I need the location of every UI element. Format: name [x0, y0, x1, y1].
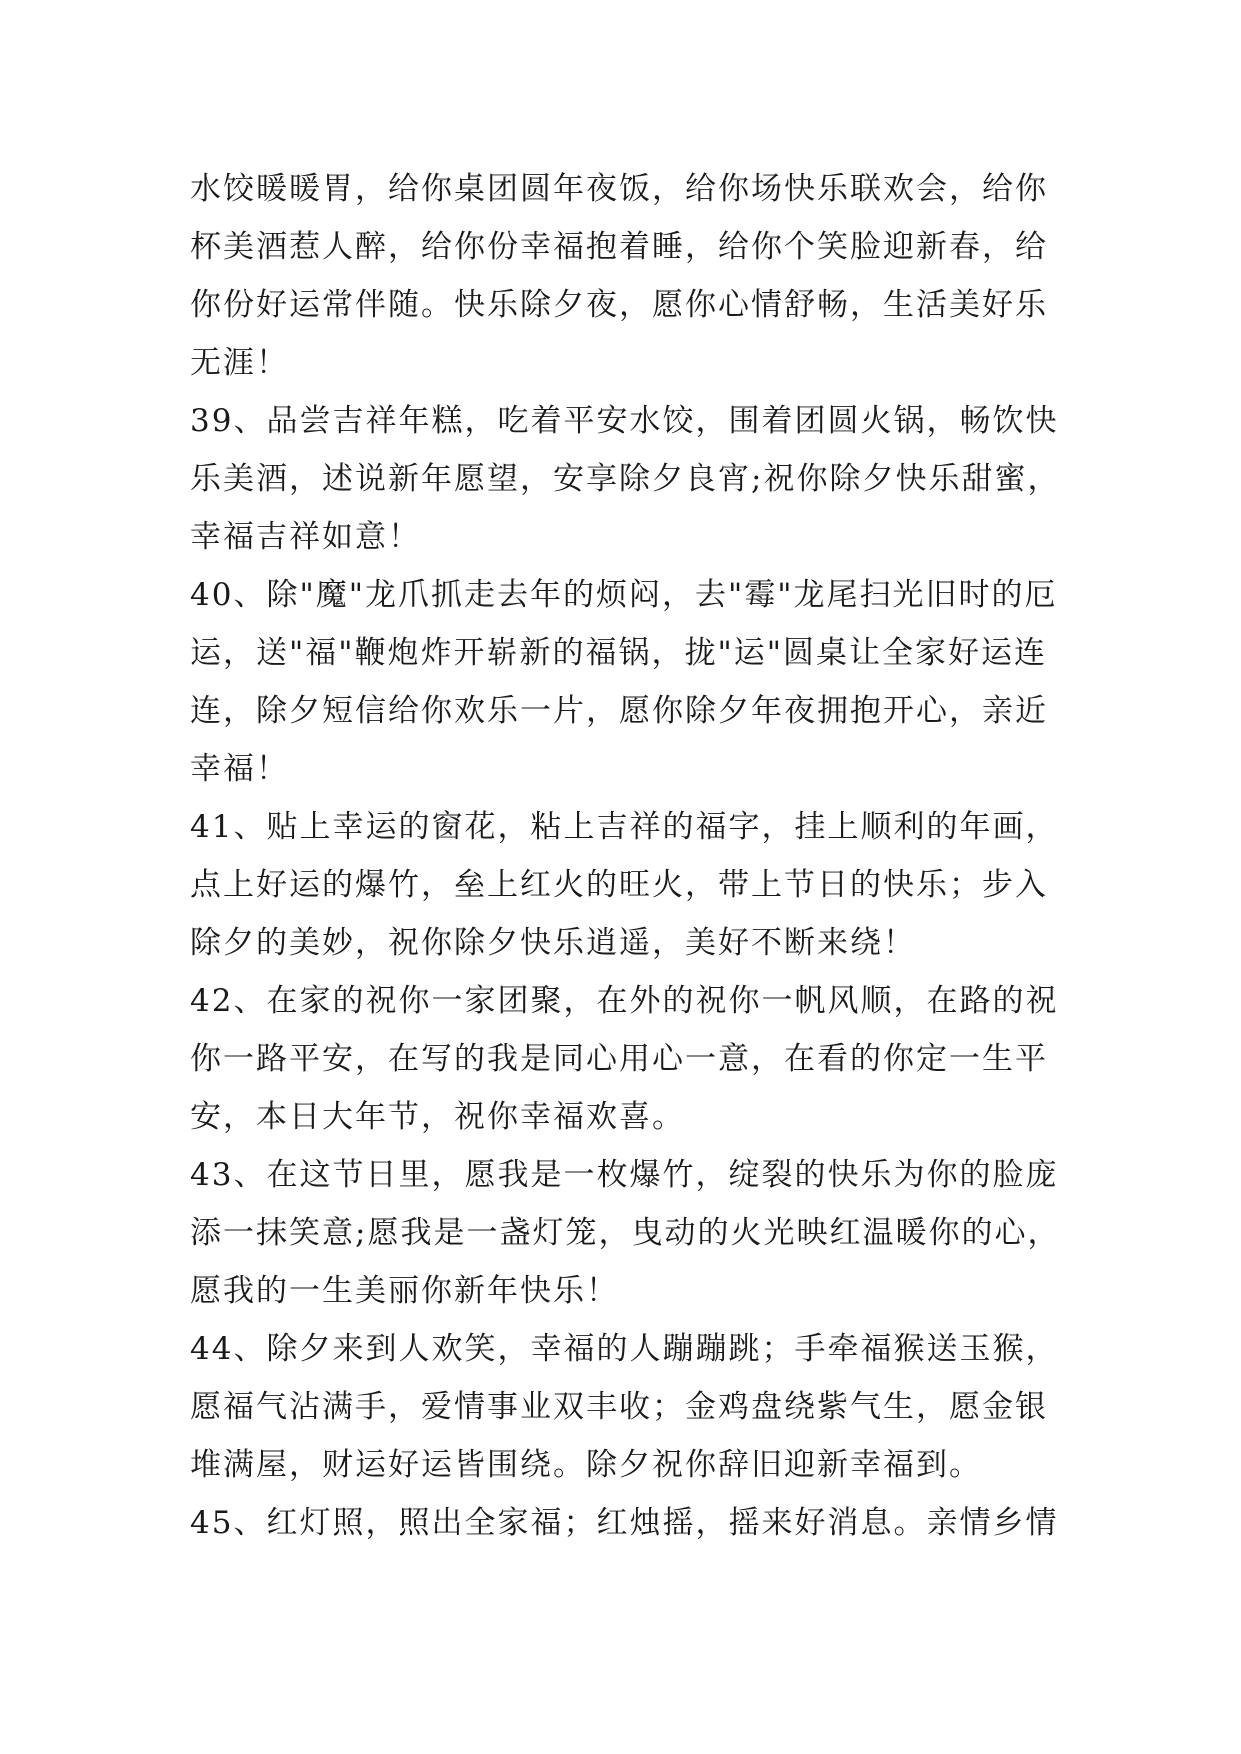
text-line: 你一路平安，在写的我是同心用心一意，在看的你定一生平	[190, 1041, 1048, 1077]
text-line: 幸福吉祥如意！	[190, 519, 421, 555]
text-line: 39、品尝吉祥年糕，吃着平安水饺，围着团圆火锅，畅饮快	[190, 403, 1059, 439]
text-line: 除夕的美妙，祝你除夕快乐逍遥，美好不断来绕！	[190, 925, 916, 961]
text-line: 43、在这节日里，愿我是一枚爆竹，绽裂的快乐为你的脸庞	[190, 1157, 1059, 1193]
text-line: 添一抹笑意;愿我是一盏灯笼，曳动的火光映红温暖你的心，	[190, 1215, 1061, 1251]
text-line: 愿福气沾满手，爱情事业双丰收；金鸡盘绕紫气生，愿金银	[190, 1389, 1048, 1425]
text-line: 水饺暖暖胃，给你桌团圆年夜饭，给你场快乐联欢会，给你	[190, 171, 1048, 207]
text-line: 愿我的一生美丽你新年快乐！	[190, 1273, 619, 1309]
text-line: 40、除"魔"龙爪抓走去年的烦闷，去"霉"龙尾扫光旧时的厄	[190, 577, 1058, 613]
text-line: 无涯！	[190, 345, 289, 381]
text-line: 杯美酒惹人醉，给你份幸福抱着睡，给你个笑脸迎新春，给	[190, 229, 1048, 265]
text-line: 41、贴上幸运的窗花，粘上吉祥的福字，挂上顺利的年画，	[190, 809, 1059, 845]
text-line: 运，送"福"鞭炮炸开崭新的福锅，拢"运"圆桌让全家好运连	[190, 635, 1048, 671]
text-line: 44、除夕来到人欢笑，幸福的人蹦蹦跳；手牵福猴送玉猴，	[190, 1331, 1059, 1367]
text-line: 45、红灯照，照出全家福；红烛摇，摇来好消息。亲情乡情	[190, 1505, 1059, 1541]
text-line: 连，除夕短信给你欢乐一片，愿你除夕年夜拥抱开心，亲近	[190, 693, 1048, 729]
document-body	[190, 160, 1070, 1552]
text-line: 点上好运的爆竹，垒上红火的旺火，带上节日的快乐；步入	[190, 867, 1048, 903]
text-line: 堆满屋，财运好运皆围绕。除夕祝你辞旧迎新幸福到。	[190, 1447, 982, 1483]
text-line: 安，本日大年节，祝你幸福欢喜。	[190, 1099, 685, 1135]
text-line: 你份好运常伴随。快乐除夕夜，愿你心情舒畅，生活美好乐	[190, 287, 1048, 323]
text-line: 42、在家的祝你一家团聚，在外的祝你一帆风顺，在路的祝	[190, 983, 1059, 1019]
text-line: 乐美酒，述说新年愿望，安享除夕良宵;祝你除夕快乐甜蜜，	[190, 461, 1061, 497]
text-line: 幸福！	[190, 751, 289, 787]
